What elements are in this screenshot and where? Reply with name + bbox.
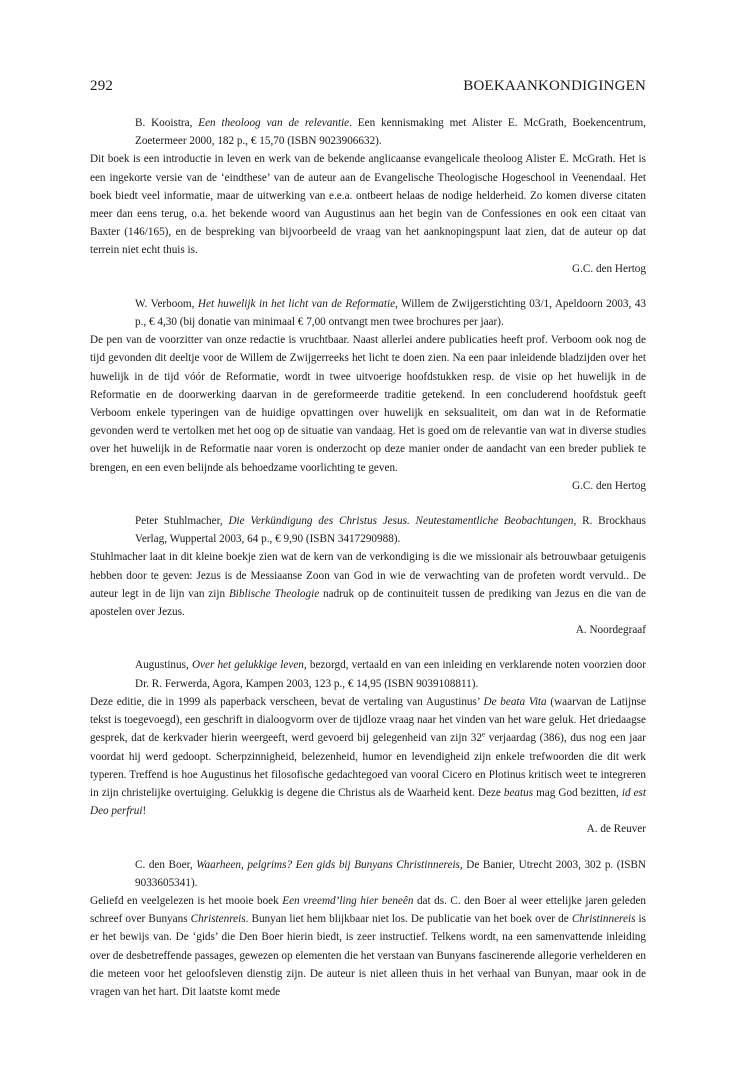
reviewer-name: G.C. den Hertog (572, 479, 646, 492)
italic-text: Biblische Theologie (228, 587, 320, 600)
italic-text: Waarheen, pelgrims? Een gids bij Bunyans Christinnereis (196, 858, 460, 871)
text-segment: mag God bezitten, (533, 786, 622, 799)
text-segment: Peter Stuhlmacher, (135, 515, 229, 528)
italic-text: Over het gelukkige leven (191, 659, 304, 672)
page-number: 292 (90, 78, 114, 94)
text-segment: C. den Boer, (135, 858, 197, 871)
superscript-text: e (481, 730, 486, 739)
book-announcement (90, 114, 646, 278)
text-segment: W. Verboom, (135, 297, 198, 310)
italic-text: Christinnereis (571, 913, 636, 926)
text-segment: (waarvan de Latijnse tekst is toegevoegd), een geschrift in dialoogvorm over de tijdloze vraag naar het vinden van het ware geluk. Het driedaagse gesprek, dat de kerkvader hierin weergeeft, werd gevoerd bij gelegenheid van zijn 32 (90, 695, 646, 745)
book-citation (90, 512, 646, 548)
text-segment: De pen van de voorzitter van onze redactie is vruchtbaar. Naast allerlei andere publicaties heeft prof. Verboom ook nog de tijd gevonden dit deeltje voor de Willem de Zwijgerreeks het licht te doen zien. Na een paar inleidende bladzijden over het huwelijk in de tijd vóór de Reformatie, wordt in twee uitvoerige hoofdstukken resp. de visie op het huwelijk in de Reformatie en de doorwerking daarvan in de gereformeerde traditie getekend. In een concluderend hoofdstuk geeft Verboom enkele typeringen van de huidige opvattingen over huwelijk en seksualiteit, om dan wat in de Reformatie gevonden werd te vertolken met het oog op de situatie van vandaag. Het is goed om de relevantie van wat in diverse studies over het huwelijk in de Reformatie naar voren is onderzocht op deze manier onder de aandacht van een breder publiek te brengen, en een even belijnde als behoedzame voorlichting te geven. (90, 334, 646, 474)
text-segment: Augustinus, (135, 659, 192, 672)
text-segment: , bezorgd, vertaald en van een inleiding en verklarende noten voorzien door Dr. R. Ferwerda, Agora, Kampen 2003, 123 p., € 14,95 (ISBN 9039108811). (135, 659, 646, 690)
text-segment: Dit boek is een introductie in leven en werk van de bekende anglicaanse evangelicale theoloog Alister E. McGrath. Het is een ingekorte versie van de ‘eindthese’ van de auteur aan de Evangelische Theologische Hogeschool in Veenendaal. Het boek biedt veel informatie, maar de uitwerking van e.e.a. ontbeert helaas de nodige helderheid. Zo komen diverse citaten meer dan eens terug, o.a. het bekende woord van Augustinus aan het begin van de Confessiones en ook een citaat van Baxter (146/165), en de bespreking van bijvoorbeeld de vraag van het aanknopingspunt laat zien, dat de auteur op dat terrein niet echt thuis is. (90, 153, 646, 257)
book-announcement (90, 512, 646, 639)
text-segment: . Een kennismaking met Alister E. McGrath, Boekencentrum, Zoetermeer 2000, 182 p., € 15,70 (ISBN 9023906632). (135, 117, 646, 148)
italic-text: Een vreemd’ling hier beneên (282, 894, 414, 907)
book-review-text (90, 548, 646, 621)
text-segment: , R. Brockhaus Verlag, Wuppertal 2003, 64 p., € 9,90 (ISBN 3417290988). (135, 515, 646, 546)
book-review-text (90, 693, 646, 820)
text-segment: B. Kooistra, (135, 117, 199, 129)
book-announcement (90, 856, 646, 1002)
book-review-text (90, 892, 646, 1001)
text-segment: is er het bewijs van. De ‘gids’ die Den Boer hierin biedt, is zeer instructief. Telkens wordt, na een samenvattende inleiding over de desbetreffende passages, gewezen op elementen die het verstaan van Bunyans fascinerende allegorie verhelderen en die meteen voor het geloofsleven dienstig zijn. De auteur is niet alleen thuis in het verhaal van Bunyan, maar ook in de vragen van het hart. Dit laatste komt mede (90, 913, 646, 998)
italic-text: Het huwelijk in het licht van de Reformatie (197, 297, 396, 310)
running-header (90, 78, 646, 95)
text-segment: ! (142, 805, 147, 818)
page (90, 78, 646, 1018)
text-segment: Stuhlmacher laat in dit kleine boekje zien wat de kern van de verkondiging is die we missionair als betrouwbaar getuigenis hebben door te geven: Jezus is de Messiaanse Zoon van God in wie de verwachting van de profeten wordt vervuld.. De auteur legt in de lijn van zijn (90, 551, 646, 600)
italic-text: Die Verkündigung des Christus Jesus. Neutestamentliche Beobachtungen (228, 515, 574, 528)
book-citation (90, 656, 646, 692)
book-announcement (90, 656, 646, 838)
text-segment: dat ds. C. den Boer al weer ettelijke jaren geleden schreef over Bunyans (90, 894, 647, 926)
text-segment: Deze editie, die in 1999 als paperback verscheen, bevat de vertaling van Augustinus’ (90, 695, 484, 708)
book-review-text (90, 150, 646, 259)
text-segment: nadruk op de continuiteit tussen de prediking van Jezus en die van de apostelen over Jezus. (90, 587, 646, 619)
text-segment: . Bunyan liet hem blijkbaar niet los. De publicatie van het boek over de (245, 913, 572, 926)
text-segment: , De Banier, Utrecht 2003, 302 p. (ISBN 9033605341). (135, 858, 646, 889)
italic-text: Een theoloog van de relevantie (198, 117, 350, 129)
italic-text: id est Deo perfrui (90, 786, 646, 818)
book-citation (90, 114, 646, 150)
italic-text: Christenreis (190, 913, 246, 926)
italic-text: De beata Vita (483, 695, 547, 708)
book-citation (90, 856, 646, 892)
text-segment: verjaardag (386), dus nog een jaar voordat hij werd gedoopt. Scherpzinnigheid, belezenheid, humor en levendigheid zijn enkele trefwoorden die dit werk typeren. Treffend is hoe Augustinus het filosofische gedachtegoed van vooral Cicero en Plotinus kritisch weet te integreren in zijn christelijke overtuiging. Gelukkig is degene die Christus als de Waarheid kent. Deze (90, 732, 646, 799)
reviewer-name: G.C. den Hertog (572, 262, 646, 275)
reviewer-name: A. de Reuver (586, 823, 646, 836)
reviewer-name: A. Noordegraaf (575, 624, 646, 637)
text-segment: , Willem de Zwijgerstichting 03/1, Apeldoorn 2003, 43 p., € 4,30 (bij donatie van minimaal € 7,00 ontvangt men twee brochures per jaar). (135, 297, 647, 329)
italic-text: beatus (503, 786, 534, 799)
section-title: BOEKAANKONDIGINGEN (463, 78, 646, 94)
book-review-text (90, 331, 646, 477)
book-citation (90, 295, 646, 331)
book-announcement (90, 295, 646, 495)
text-segment: Geliefd en veelgelezen is het mooie boek (90, 894, 283, 907)
